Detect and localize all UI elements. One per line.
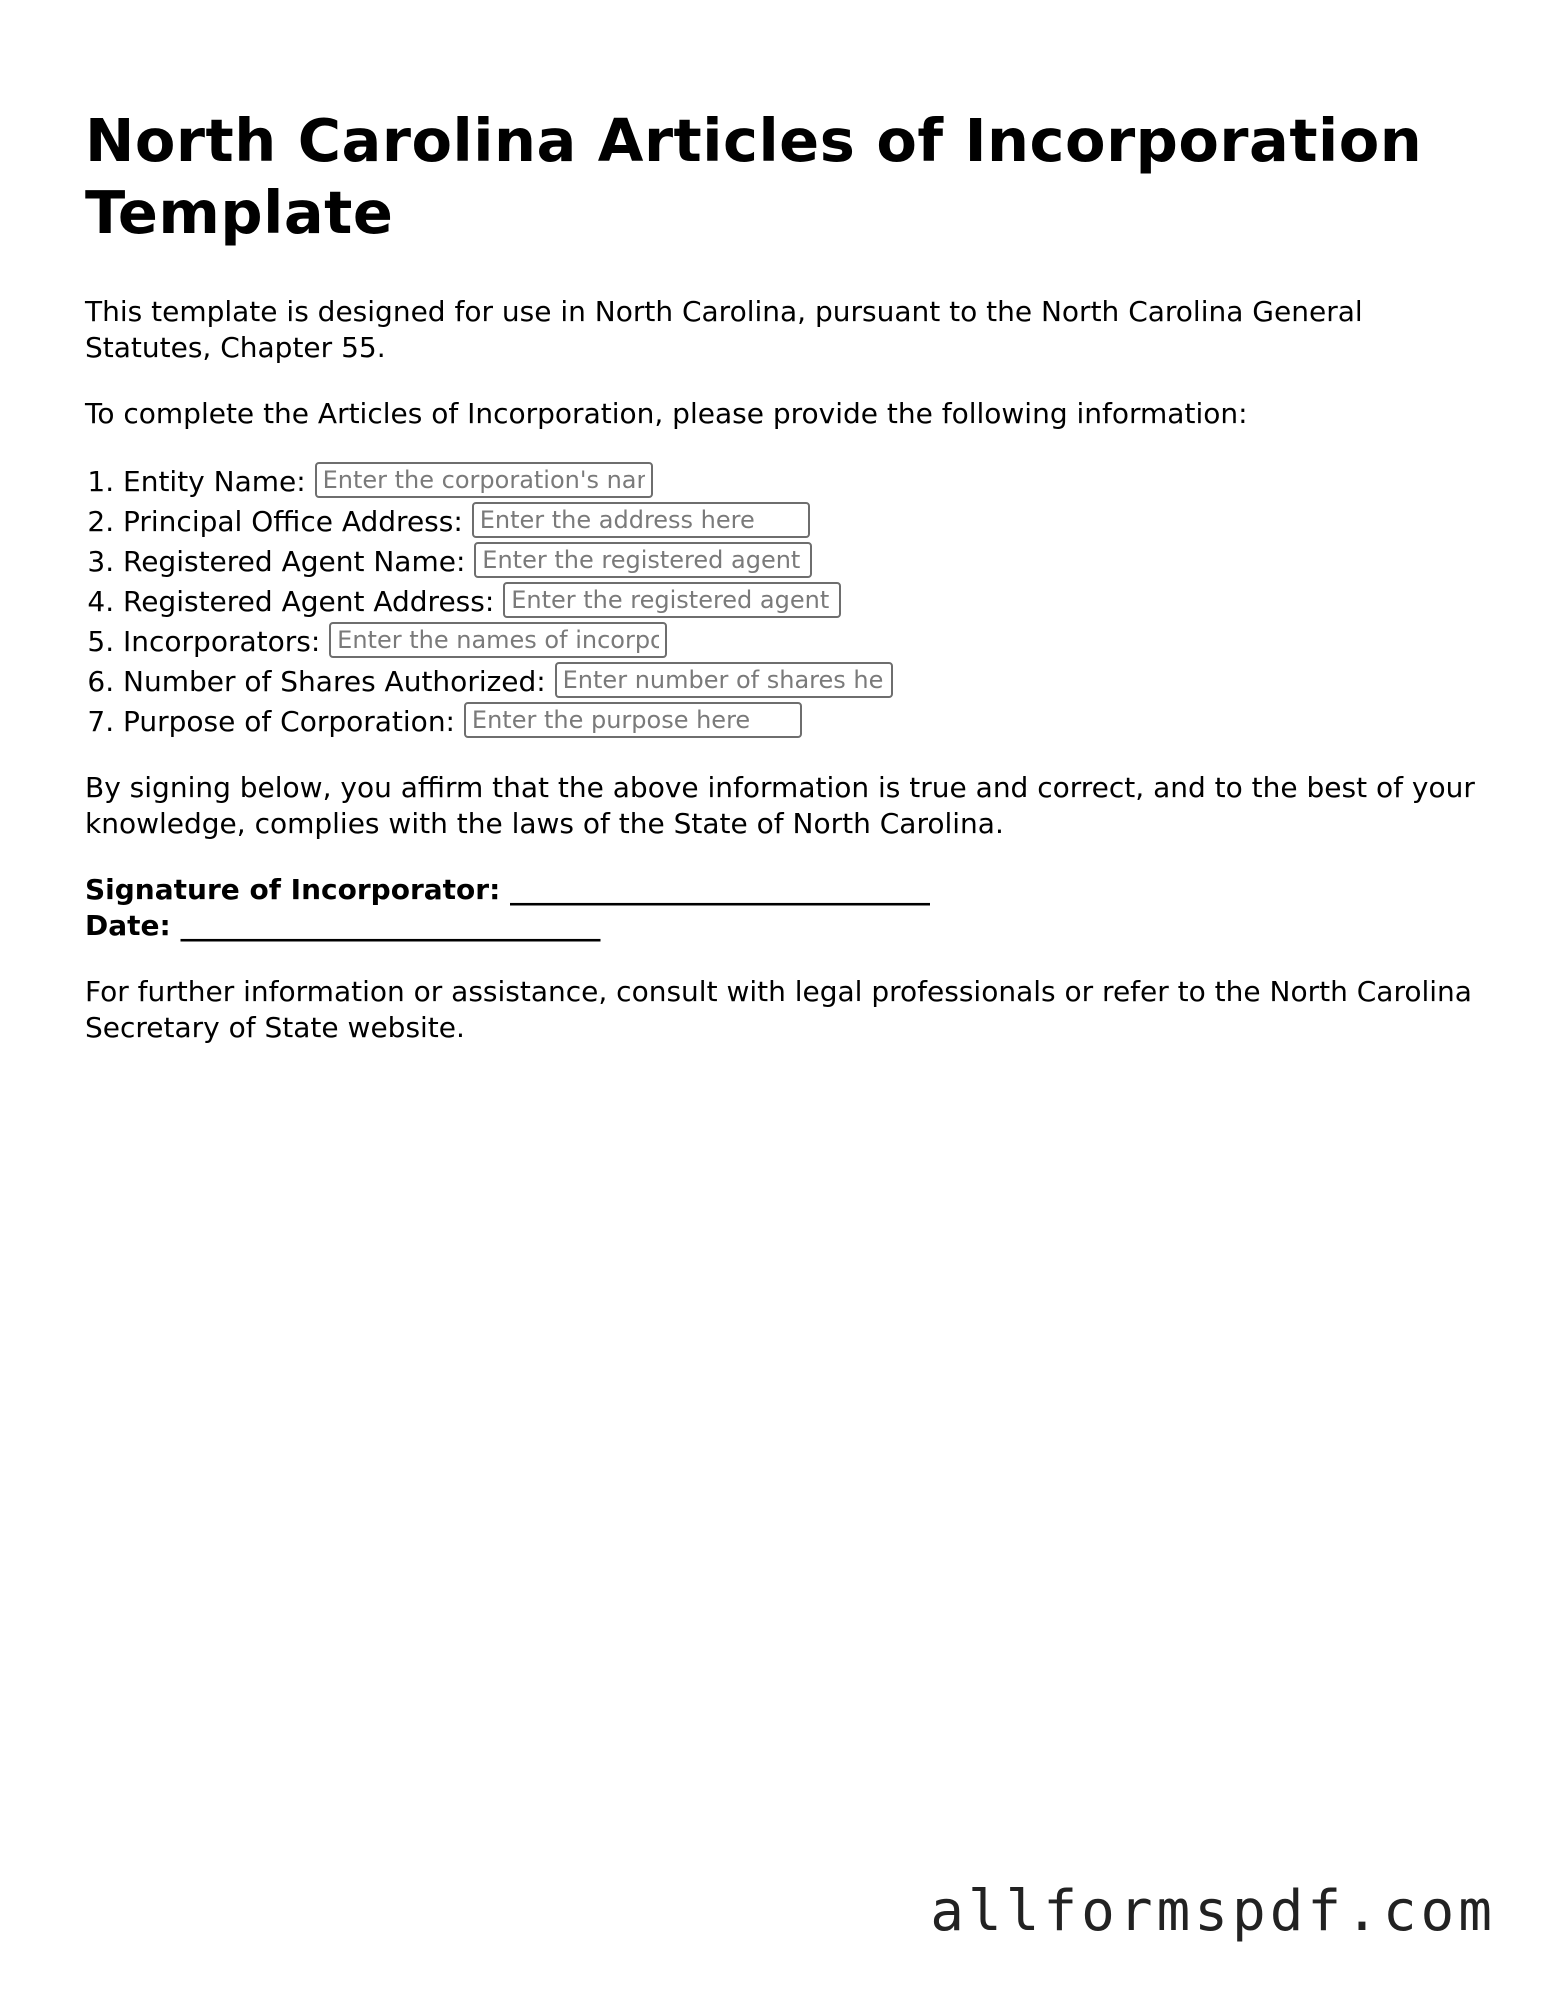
registered-agent-name-input[interactable] — [474, 542, 812, 578]
affirmation-paragraph: By signing below, you affirm that the above information is true and correct, and to the best of your knowledge, complies with the laws of the State of North Carolina. — [85, 771, 1475, 840]
watermark: allformspdf.com — [930, 1879, 1496, 1944]
registered-agent-address-input[interactable] — [503, 582, 841, 618]
incorporators-input[interactable] — [329, 622, 667, 658]
incorporators-label: Incorporators: — [123, 625, 321, 658]
signature-block — [85, 872, 1475, 944]
date-label: Date: — [85, 909, 171, 942]
entity-name-label: Entity Name: — [123, 465, 306, 498]
principal-office-address-label: Principal Office Address: — [123, 505, 463, 538]
purpose-input[interactable] — [464, 702, 802, 738]
list-item-registered-agent-name — [123, 542, 1475, 582]
registered-agent-address-label: Registered Agent Address: — [123, 585, 495, 618]
list-item-registered-agent-address — [123, 582, 1475, 622]
instruction-paragraph: To complete the Articles of Incorporation, please provide the following information: — [85, 397, 1248, 430]
document-page — [85, 105, 1475, 1046]
fields-list — [85, 462, 1475, 742]
list-item-number-of-shares — [123, 662, 1475, 702]
signature-row — [85, 872, 1475, 908]
purpose-label: Purpose of Corporation: — [123, 705, 455, 738]
list-item-incorporators — [123, 622, 1475, 662]
signature-line: ______________________________ — [510, 873, 931, 906]
list-item-purpose — [123, 702, 1475, 742]
registered-agent-name-label: Registered Agent Name: — [123, 545, 466, 578]
list-item-principal-office-address — [123, 502, 1475, 542]
list-item-entity-name — [123, 462, 1475, 502]
page-title: North Carolina Articles of Incorporation Template — [85, 106, 1423, 247]
principal-office-address-input[interactable] — [472, 502, 810, 538]
number-of-shares-input[interactable] — [555, 662, 893, 698]
number-of-shares-label: Number of Shares Authorized: — [123, 665, 546, 698]
signature-label: Signature of Incorporator: — [85, 873, 501, 906]
intro-paragraph: This template is designed for use in North Carolina, pursuant to the North Carolina General Statutes, Chapter 55. — [85, 295, 1363, 364]
entity-name-input[interactable] — [315, 462, 653, 498]
date-line: ______________________________ — [180, 909, 601, 942]
date-row — [85, 908, 1475, 944]
further-info-paragraph: For further information or assistance, consult with legal professionals or refer to the North Carolina Secretary of State website. — [85, 975, 1472, 1044]
